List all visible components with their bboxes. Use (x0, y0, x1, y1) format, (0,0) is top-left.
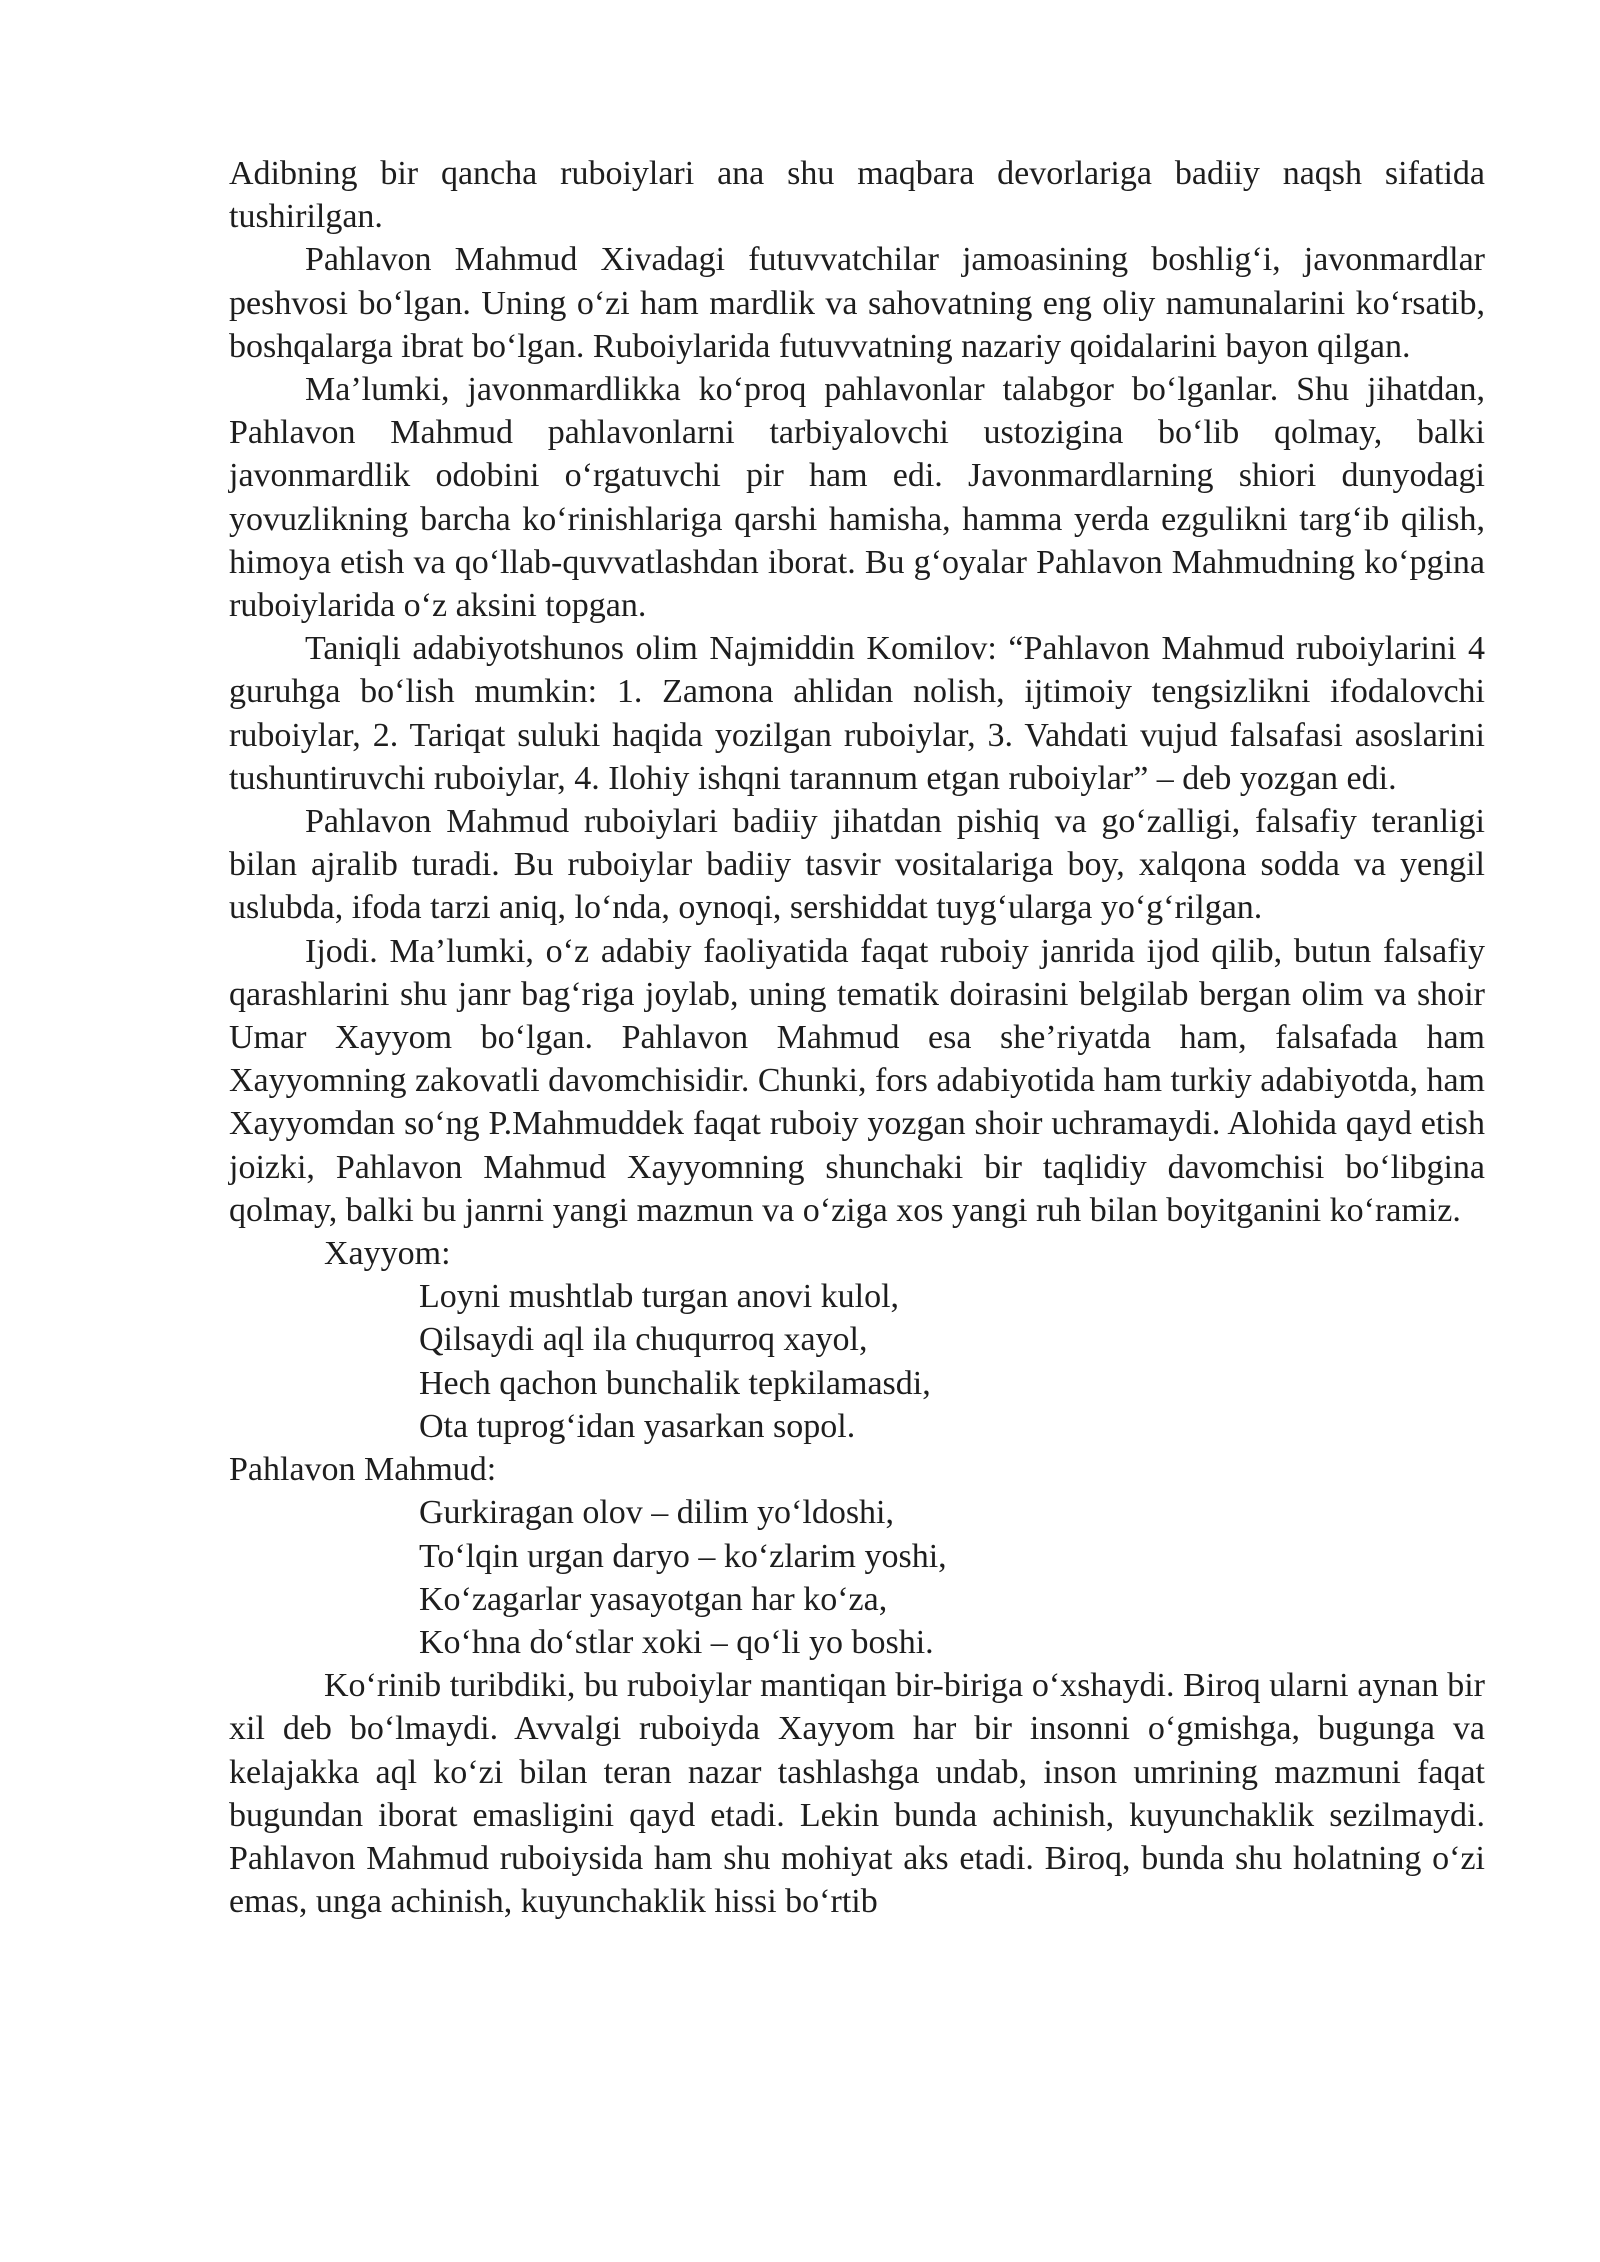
verse-line: Qilsaydi aql ila chuqurroq xayol, (419, 1321, 868, 1359)
quatrain-pahlavon (229, 1491, 1485, 1664)
quatrain-khayyam (229, 1275, 1485, 1448)
paragraph-komilov-quote: Taniqli adabiyotshunos olim Najmiddin Komilov: “Pahlavon Mahmud ruboiylarini 4 guruhga bo‘lish mumkin: 1. Zamona ahlidan nolish, ijtimoiy tengsizlikni ifodalovchi ruboiylar, 2. Tariqat suluki haqida yozilgan ruboiylar, 3. Vahdati vujud falsafasi asoslarini tushuntiruvchi ruboiylar, 4. Ilohiy ishqni tarannum etgan ruboiylar” – deb yozgan edi. (229, 630, 1485, 797)
paragraph-maqbara-inscriptions: Adibning bir qancha ruboiylari ana shu maqbara devorlariga badiiy naqsh sifatida tushirilgan. (229, 155, 1485, 236)
verse-line: Loyni mushtlab turgan anovi kulol, (419, 1278, 900, 1316)
paragraph-comparison: Ko‘rinib turibdiki, bu ruboiylar mantiqan bir-biriga o‘xshaydi. Biroq ularni aynan bir xil deb bo‘lmaydi. Avvalgi ruboiyda Xayyom har bir insonni o‘gmishga, bugunga va kelajakka aql ko‘zi bilan teran nazar tashlashga undab, inson umrining mazmuni faqat bugundan iborat emasligini qayd etadi. Lekin bunda achinish, kuyunchaklik sezilmaydi. Pahlavon Mahmud ruboiysida ham shu mohiyat aks etadi. Biroq, bunda shu holatning o‘zi emas, unga achinish, kuyunchaklik hissi bo‘rtib (229, 1667, 1485, 1921)
paragraph-javonmardlik: Ma’lumki, javonmardlikka ko‘proq pahlavonlar talabgor bo‘lganlar. Shu jihatdan, Pahlavon Mahmud pahlavonlarni tarbiyalovchi ustozigina bo‘lib qolmay, balki javonmardlik odobini o‘rgatuvchi pir ham edi. Javonmardlarning shiori dunyodagi yovuzlikning barcha ko‘rinishlariga qarshi hamisha, hamma yerda ezgulikni targ‘ib qilish, himoya etish va qo‘llab-quvvatlashdan iborat. Bu g‘oyalar Pahlavon Mahmudning ko‘pgina ruboiylarida o‘z aksini topgan. (229, 371, 1485, 625)
verse-line: Hech qachon bunchalik tepkilamasdi, (419, 1364, 931, 1402)
quatrain-label-pahlavon: Pahlavon Mahmud: (229, 1451, 497, 1489)
verse-line: Ko‘zagarlar yasayotgan har ko‘za, (419, 1580, 888, 1618)
paragraph-futuvvat-leader: Pahlavon Mahmud Xivadagi futuvvatchilar jamoasining boshlig‘i, javonmardlar peshvosi bo‘lgan. Uning o‘zi ham mardlik va sahovatning eng oliy namunalarini ko‘rsatib, boshqalarga ibrat bo‘lgan. Ruboiylarida futuvvatning nazariy qoidalarini bayon qilgan. (229, 241, 1485, 365)
verse-line: Ota tuprog‘idan yasarkan sopol. (419, 1407, 856, 1445)
paragraph-ijodi: Ijodi. Ma’lumki, o‘z adabiy faoliyatida faqat ruboiy janrida ijod qilib, butun falsafiy qarashlarini shu janr bag‘riga joylab, uning tematik doirasini belgilab bergan olim va shoir Umar Xayyom bo‘lgan. Pahlavon Mahmud esa she’riyatda ham, falsafada ham Xayyomning zakovatli davomchisidir. Chunki, fors adabiyotida ham turkiy adabiyotda, ham Xayyomdan so‘ng P.Mahmuddek faqat ruboiy yozgan shoir uchramaydi. Alohida qayd etish joizki, Pahlavon Mahmud Xayyomning shunchaki bir taqlidiy davomchisi bo‘libgina qolmay, balki bu janrni yangi mazmun va o‘ziga xos yangi ruh bilan boyitganini ko‘ramiz. (229, 932, 1485, 1229)
verse-line: To‘lqin urgan daryo – ko‘zlarim yoshi, (419, 1537, 947, 1575)
quatrain-label-khayyam: Xayyom: (324, 1235, 451, 1273)
document-page (229, 152, 1485, 1923)
paragraph-artistic-qualities: Pahlavon Mahmud ruboiylari badiiy jihatdan pishiq va go‘zalligi, falsafiy teranligi bilan ajralib turadi. Bu ruboiylar badiiy tasvir vositalariga boy, xalqona sodda va yengil uslubda, ifoda tarzi aniq, lo‘nda, oynoqi, sershiddat tuyg‘ularga yo‘g‘rilgan. (229, 803, 1485, 927)
verse-line: Ko‘hna do‘stlar xoki – qo‘li yo boshi. (419, 1623, 934, 1661)
verse-line: Gurkiragan olov – dilim yo‘ldoshi, (419, 1494, 895, 1532)
